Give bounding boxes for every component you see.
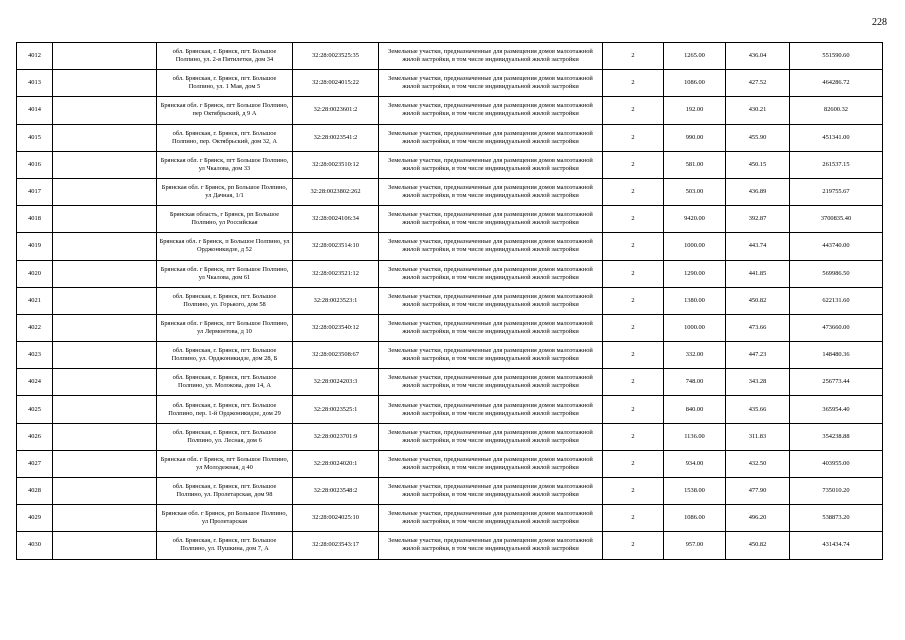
land-use-cell: Земельные участки, предназначенные для размещения домов малоэтажной жилой застройки, в том числе индивидуальной жилой застройки xyxy=(379,178,603,205)
empty-cell xyxy=(53,97,157,124)
land-use-cell: Земельные участки, предназначенные для размещения домов малоэтажной жилой застройки, в том числе индивидуальной жилой застройки xyxy=(379,314,603,341)
cadastral-value-cell: 261537.15 xyxy=(790,151,883,178)
address-cell: обл. Брянская, г. Брянск, пгт. Большое Полпино, ул. Горького, дом 58 xyxy=(157,287,293,314)
empty-cell xyxy=(53,532,157,559)
category-cell: 2 xyxy=(603,423,664,450)
specific-value-cell: 455.90 xyxy=(726,124,790,151)
land-use-cell: Земельные участки, предназначенные для размещения домов малоэтажной жилой застройки, в том числе индивидуальной жилой застройки xyxy=(379,532,603,559)
cadastral-number-cell: 32:28:0023540:12 xyxy=(293,314,379,341)
specific-value-cell: 430.21 xyxy=(726,97,790,124)
cadastral-number-cell: 32:28:0023548:2 xyxy=(293,478,379,505)
land-use-cell: Земельные участки, предназначенные для размещения домов малоэтажной жилой застройки, в том числе индивидуальной жилой застройки xyxy=(379,43,603,70)
empty-cell xyxy=(53,151,157,178)
area-cell: 840.00 xyxy=(664,396,726,423)
address-cell: Брянская обл. г Брянск, рп Большое Полпино, ул Дачная, 1/1 xyxy=(157,178,293,205)
table-row xyxy=(17,70,883,97)
cadastral-value-cell: 538873.20 xyxy=(790,505,883,532)
record-number-cell: 4015 xyxy=(17,124,53,151)
address-cell: обл. Брянская, г. Брянск, пгт. Большое Полпино, ул. Пушкина, дом 7, А xyxy=(157,532,293,559)
specific-value-cell: 311.83 xyxy=(726,423,790,450)
land-use-cell: Земельные участки, предназначенные для размещения домов малоэтажной жилой застройки, в том числе индивидуальной жилой застройки xyxy=(379,97,603,124)
land-use-cell: Земельные участки, предназначенные для размещения домов малоэтажной жилой застройки, в том числе индивидуальной жилой застройки xyxy=(379,151,603,178)
category-cell: 2 xyxy=(603,478,664,505)
area-cell: 503.00 xyxy=(664,178,726,205)
cadastral-number-cell: 32:28:0023541:2 xyxy=(293,124,379,151)
category-cell: 2 xyxy=(603,178,664,205)
table-row xyxy=(17,423,883,450)
record-number-cell: 4028 xyxy=(17,478,53,505)
area-cell: 1086.00 xyxy=(664,70,726,97)
category-cell: 2 xyxy=(603,70,664,97)
cadastral-number-cell: 32:28:0024106:34 xyxy=(293,206,379,233)
table-row xyxy=(17,505,883,532)
empty-cell xyxy=(53,43,157,70)
address-cell: обл. Брянская, г. Брянск, пгт. Большое Полпино, пер. Октябрьский, дом 32, А xyxy=(157,124,293,151)
area-cell: 581.00 xyxy=(664,151,726,178)
land-use-cell: Земельные участки, предназначенные для размещения домов малоэтажной жилой застройки, в том числе индивидуальной жилой застройки xyxy=(379,70,603,97)
empty-cell xyxy=(53,423,157,450)
table-row xyxy=(17,478,883,505)
area-cell: 1265.00 xyxy=(664,43,726,70)
specific-value-cell: 436.04 xyxy=(726,43,790,70)
cadastral-number-cell: 32:28:0023510:12 xyxy=(293,151,379,178)
table-row xyxy=(17,206,883,233)
land-use-cell: Земельные участки, предназначенные для размещения домов малоэтажной жилой застройки, в том числе индивидуальной жилой застройки xyxy=(379,206,603,233)
address-cell: Брянская область, г Брянск, рп Большое Полпино, ул Российская xyxy=(157,206,293,233)
specific-value-cell: 435.66 xyxy=(726,396,790,423)
empty-cell xyxy=(53,314,157,341)
record-number-cell: 4021 xyxy=(17,287,53,314)
land-use-cell: Земельные участки, предназначенные для размещения домов малоэтажной жилой застройки, в том числе индивидуальной жилой застройки xyxy=(379,450,603,477)
specific-value-cell: 392.87 xyxy=(726,206,790,233)
specific-value-cell: 427.52 xyxy=(726,70,790,97)
area-cell: 934.00 xyxy=(664,450,726,477)
address-cell: обл. Брянская, г. Брянск, пгт. Большое Полпино, ул. Пролетарская, дом 98 xyxy=(157,478,293,505)
specific-value-cell: 496.20 xyxy=(726,505,790,532)
area-cell: 192.00 xyxy=(664,97,726,124)
address-cell: обл. Брянская, г. Брянск, пгт. Большое Полпино, ул. Лесная, дом 6 xyxy=(157,423,293,450)
address-cell: Брянская обл. г Брянск, рп Большое Полпино, ул Пролетарская xyxy=(157,505,293,532)
address-cell: обл. Брянская, г. Брянск, пгт. Большое Полпино, ул. Молокова, дом 14, А xyxy=(157,369,293,396)
specific-value-cell: 441.85 xyxy=(726,260,790,287)
land-use-cell: Земельные участки, предназначенные для размещения домов малоэтажной жилой застройки, в том числе индивидуальной жилой застройки xyxy=(379,505,603,532)
record-number-cell: 4013 xyxy=(17,70,53,97)
cadastral-number-cell: 32:28:0024203:3 xyxy=(293,369,379,396)
land-use-cell: Земельные участки, предназначенные для размещения домов малоэтажной жилой застройки, в том числе индивидуальной жилой застройки xyxy=(379,478,603,505)
category-cell: 2 xyxy=(603,206,664,233)
land-use-cell: Земельные участки, предназначенные для размещения домов малоэтажной жилой застройки, в том числе индивидуальной жилой застройки xyxy=(379,287,603,314)
table-row xyxy=(17,396,883,423)
cadastral-value-cell: 431434.74 xyxy=(790,532,883,559)
category-cell: 2 xyxy=(603,287,664,314)
category-cell: 2 xyxy=(603,396,664,423)
address-cell: обл. Брянская, г. Брянск, пгт. Большое Полпино, пер. 1-й Орджоникидзе, дом 29 xyxy=(157,396,293,423)
record-number-cell: 4030 xyxy=(17,532,53,559)
cadastral-value-cell: 3700835.40 xyxy=(790,206,883,233)
record-number-cell: 4016 xyxy=(17,151,53,178)
specific-value-cell: 473.66 xyxy=(726,314,790,341)
area-cell: 9420.00 xyxy=(664,206,726,233)
land-use-cell: Земельные участки, предназначенные для размещения домов малоэтажной жилой застройки, в том числе индивидуальной жилой застройки xyxy=(379,396,603,423)
address-cell: Брянская обл. г Брянск, пгт Большое Полпино, ул Молодежная, д 40 xyxy=(157,450,293,477)
record-number-cell: 4029 xyxy=(17,505,53,532)
table-row xyxy=(17,124,883,151)
specific-value-cell: 450.15 xyxy=(726,151,790,178)
cadastral-value-cell: 365954.40 xyxy=(790,396,883,423)
land-use-cell: Земельные участки, предназначенные для размещения домов малоэтажной жилой застройки, в том числе индивидуальной жилой застройки xyxy=(379,260,603,287)
cadastral-value-cell: 735010.20 xyxy=(790,478,883,505)
record-number-cell: 4025 xyxy=(17,396,53,423)
table-body xyxy=(17,43,883,560)
cadastral-value-cell: 464286.72 xyxy=(790,70,883,97)
empty-cell xyxy=(53,396,157,423)
address-cell: обл. Брянская, г. Брянск, пгт. Большое Полпино, ул. 1 Мая, дом 5 xyxy=(157,70,293,97)
empty-cell xyxy=(53,233,157,260)
area-cell: 990.00 xyxy=(664,124,726,151)
cadastral-number-cell: 32:28:0023523:1 xyxy=(293,287,379,314)
cadastral-value-cell: 551590.60 xyxy=(790,43,883,70)
cadastral-number-cell: 32:28:0023525:1 xyxy=(293,396,379,423)
empty-cell xyxy=(53,505,157,532)
cadastral-value-cell: 256773.44 xyxy=(790,369,883,396)
cadastral-number-cell: 32:28:0024025:10 xyxy=(293,505,379,532)
address-cell: обл. Брянская, г. Брянск, пгт. Большое Полпино, ул. 2-я Пятилетки, дом 34 xyxy=(157,43,293,70)
address-cell: Брянская обл. г Брянск, пгт Большое Полпино, ул Чкалова, дом 33 xyxy=(157,151,293,178)
cadastral-value-cell: 569986.50 xyxy=(790,260,883,287)
empty-cell xyxy=(53,124,157,151)
category-cell: 2 xyxy=(603,233,664,260)
table-row xyxy=(17,314,883,341)
cadastral-number-cell: 32:28:0023521:12 xyxy=(293,260,379,287)
table-row xyxy=(17,151,883,178)
category-cell: 2 xyxy=(603,124,664,151)
land-use-cell: Земельные участки, предназначенные для размещения домов малоэтажной жилой застройки, в том числе индивидуальной жилой застройки xyxy=(379,369,603,396)
area-cell: 1000.00 xyxy=(664,314,726,341)
empty-cell xyxy=(53,287,157,314)
record-number-cell: 4022 xyxy=(17,314,53,341)
area-cell: 332.00 xyxy=(664,342,726,369)
address-cell: Брянская обл. г Брянск, пгт Большое Полпино, ул Чкалова, дом 61 xyxy=(157,260,293,287)
area-cell: 1000.00 xyxy=(664,233,726,260)
table-row xyxy=(17,178,883,205)
specific-value-cell: 436.89 xyxy=(726,178,790,205)
table-row xyxy=(17,369,883,396)
category-cell: 2 xyxy=(603,450,664,477)
cadastral-value-cell: 403955.00 xyxy=(790,450,883,477)
cadastral-number-cell: 32:28:0023701:9 xyxy=(293,423,379,450)
empty-cell xyxy=(53,450,157,477)
land-use-cell: Земельные участки, предназначенные для размещения домов малоэтажной жилой застройки, в том числе индивидуальной жилой застройки xyxy=(379,233,603,260)
record-number-cell: 4026 xyxy=(17,423,53,450)
record-number-cell: 4014 xyxy=(17,97,53,124)
record-number-cell: 4018 xyxy=(17,206,53,233)
specific-value-cell: 477.90 xyxy=(726,478,790,505)
category-cell: 2 xyxy=(603,43,664,70)
record-number-cell: 4017 xyxy=(17,178,53,205)
area-cell: 957.00 xyxy=(664,532,726,559)
specific-value-cell: 447.23 xyxy=(726,342,790,369)
address-cell: Брянская обл. г Брянск, пгт Большое Полпино, ул Лермонтова, д 10 xyxy=(157,314,293,341)
category-cell: 2 xyxy=(603,260,664,287)
area-cell: 1136.00 xyxy=(664,423,726,450)
record-number-cell: 4023 xyxy=(17,342,53,369)
table-row xyxy=(17,260,883,287)
empty-cell xyxy=(53,342,157,369)
cadastral-number-cell: 32:28:0023543:17 xyxy=(293,532,379,559)
table-row xyxy=(17,233,883,260)
cadastral-value-cell: 219755.67 xyxy=(790,178,883,205)
cadastral-number-cell: 32:28:0024020:1 xyxy=(293,450,379,477)
area-cell: 1290.00 xyxy=(664,260,726,287)
cadastral-value-cell: 443740.00 xyxy=(790,233,883,260)
category-cell: 2 xyxy=(603,369,664,396)
table-row xyxy=(17,450,883,477)
page-number: 228 xyxy=(872,17,887,28)
table-row xyxy=(17,342,883,369)
land-use-cell: Земельные участки, предназначенные для размещения домов малоэтажной жилой застройки, в том числе индивидуальной жилой застройки xyxy=(379,423,603,450)
record-number-cell: 4012 xyxy=(17,43,53,70)
specific-value-cell: 443.74 xyxy=(726,233,790,260)
record-number-cell: 4024 xyxy=(17,369,53,396)
cadastral-value-cell: 82600.32 xyxy=(790,97,883,124)
category-cell: 2 xyxy=(603,532,664,559)
cadastral-number-cell: 32:28:0023802:262 xyxy=(293,178,379,205)
record-number-cell: 4020 xyxy=(17,260,53,287)
category-cell: 2 xyxy=(603,314,664,341)
category-cell: 2 xyxy=(603,97,664,124)
area-cell: 1380.00 xyxy=(664,287,726,314)
cadastral-value-cell: 354238.88 xyxy=(790,423,883,450)
address-cell: Брянская обл. г Брянск, пгт Большое Полпино, пер Октябрьский, д 9 А xyxy=(157,97,293,124)
specific-value-cell: 343.28 xyxy=(726,369,790,396)
empty-cell xyxy=(53,478,157,505)
table-row xyxy=(17,43,883,70)
empty-cell xyxy=(53,206,157,233)
address-cell: Брянская обл. г Брянск, п Большое Полпино, ул Орджоникидзе, д 52 xyxy=(157,233,293,260)
specific-value-cell: 432.50 xyxy=(726,450,790,477)
area-cell: 748.00 xyxy=(664,369,726,396)
cadastral-value-cell: 473660.00 xyxy=(790,314,883,341)
area-cell: 1086.00 xyxy=(664,505,726,532)
registry-table xyxy=(16,42,883,560)
cadastral-value-cell: 148480.36 xyxy=(790,342,883,369)
specific-value-cell: 450.82 xyxy=(726,532,790,559)
table-row xyxy=(17,532,883,559)
cadastral-number-cell: 32:28:0023601:2 xyxy=(293,97,379,124)
record-number-cell: 4027 xyxy=(17,450,53,477)
category-cell: 2 xyxy=(603,505,664,532)
table-row xyxy=(17,97,883,124)
category-cell: 2 xyxy=(603,151,664,178)
cadastral-number-cell: 32:28:0024015:22 xyxy=(293,70,379,97)
record-number-cell: 4019 xyxy=(17,233,53,260)
cadastral-number-cell: 32:28:0023508:67 xyxy=(293,342,379,369)
specific-value-cell: 450.82 xyxy=(726,287,790,314)
empty-cell xyxy=(53,260,157,287)
area-cell: 1538.00 xyxy=(664,478,726,505)
land-use-cell: Земельные участки, предназначенные для размещения домов малоэтажной жилой застройки, в том числе индивидуальной жилой застройки xyxy=(379,124,603,151)
land-use-cell: Земельные участки, предназначенные для размещения домов малоэтажной жилой застройки, в том числе индивидуальной жилой застройки xyxy=(379,342,603,369)
cadastral-number-cell: 32:28:0023514:10 xyxy=(293,233,379,260)
cadastral-value-cell: 622131.60 xyxy=(790,287,883,314)
category-cell: 2 xyxy=(603,342,664,369)
cadastral-value-cell: 451341.00 xyxy=(790,124,883,151)
empty-cell xyxy=(53,178,157,205)
empty-cell xyxy=(53,369,157,396)
empty-cell xyxy=(53,70,157,97)
table-row xyxy=(17,287,883,314)
cadastral-number-cell: 32:28:0023525:35 xyxy=(293,43,379,70)
address-cell: обл. Брянская, г. Брянск, пгт. Большое Полпино, ул. Орджоникидзе, дом 28, Б xyxy=(157,342,293,369)
